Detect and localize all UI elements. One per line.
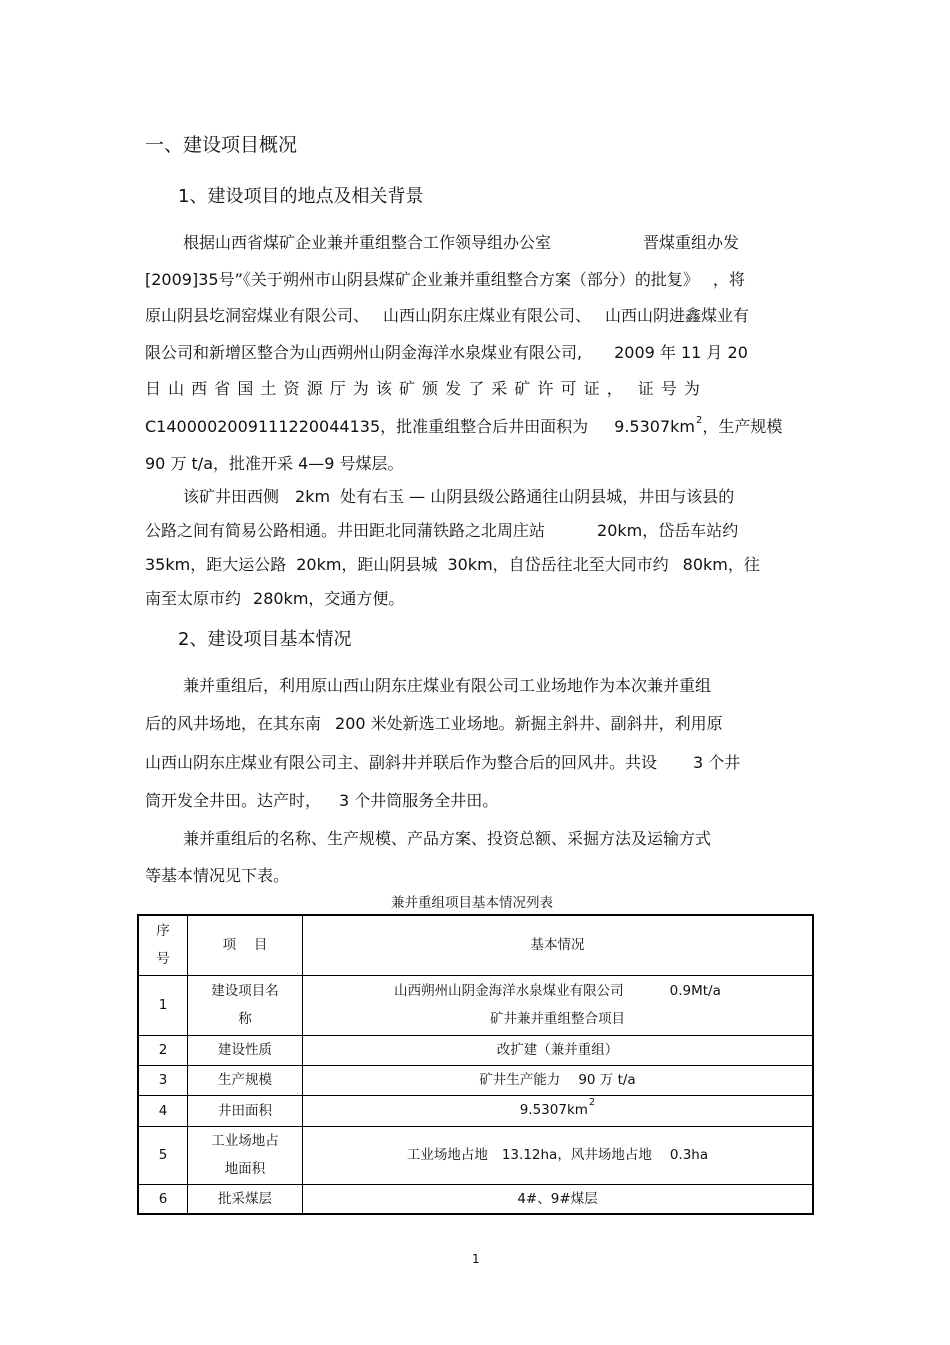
para1-line2: [2009]35号”《关于朔州市山阴县煤矿企业兼并重组整合方案（部分）的批复》 ，将	[145, 270, 745, 289]
row-detail: 山西朔州山阴金海洋水泉煤业有限公司 0.9Mt/a 矿井兼并重组整合项目	[303, 975, 814, 1035]
row-detail: $9.5307km^2$	[303, 1095, 814, 1126]
row-detail: 矿井生产能力 90 万 t/a	[303, 1065, 814, 1095]
row-item: 批采煤层	[188, 1184, 303, 1214]
table-row	[138, 1095, 813, 1126]
para1-line7: 90 万 t/a，批准开采 4—9 号煤层。	[145, 454, 404, 473]
para3-line3: 山西山阴东庄煤业有限公司主、副斜井并联后作为整合后的回风井。共设 3 个井	[145, 753, 741, 772]
header-detail: 基本情况	[303, 915, 814, 975]
para1-line6: C1400002009111220044135，批准重组整合后井田面积为 $9.5307km^2$，生产规模	[145, 415, 783, 436]
table-header-row	[138, 915, 813, 975]
row-item: 建设性质	[188, 1035, 303, 1065]
row-item: 工业场地占 地面积	[188, 1126, 303, 1184]
table-row	[138, 1035, 813, 1065]
row-no: 4	[138, 1095, 188, 1126]
row-item: 生产规模	[188, 1065, 303, 1095]
row-no: 6	[138, 1184, 188, 1214]
para2-line3: 35km，距大运公路 20km，距山阴县城 30km，自岱岳往北至大同市约 80km，往	[145, 555, 760, 574]
row-detail: 工业场地占地 13.12ha，风井场地占地 0.3ha	[303, 1126, 814, 1184]
project-info-table	[137, 914, 814, 1215]
row-no: 2	[138, 1035, 188, 1065]
table-row	[138, 1184, 813, 1214]
table-caption: 兼并重组项目基本情况列表	[391, 895, 553, 911]
para3-line4: 筒开发全井田。达产时， 3 个井筒服务全井田。	[145, 791, 499, 810]
header-item: 项 目	[188, 915, 303, 975]
subsection-heading-1: 1、建设项目的地点及相关背景	[178, 186, 424, 207]
subsection-heading-2: 2、建设项目基本情况	[178, 629, 352, 650]
para3-line2: 后的风井场地，在其东南 200 米处新选工业场地。新掘主斜井、副斜井，利用原	[145, 714, 723, 733]
table-row	[138, 975, 813, 1035]
para1-line1: 根据山西省煤矿企业兼并重组整合工作领导组办公室 晋煤重组办发	[183, 233, 740, 252]
para1-line3: 原山阴县圪洞窑煤业有限公司、 山西山阴东庄煤业有限公司、 山西山阴进鑫煤业有	[145, 306, 750, 325]
para3-line1: 兼并重组后，利用原山西山阴东庄煤业有限公司工业场地作为本次兼并重组	[183, 676, 712, 695]
row-item: 建设项目名 称	[188, 975, 303, 1035]
table-row	[138, 1126, 813, 1184]
para2-line1: 该矿井田西侧 2km 处有右玉 — 山阴县级公路通往山阴县城，井田与该县的	[183, 487, 735, 506]
page-number: 1	[472, 1252, 480, 1266]
header-no: 序 号	[138, 915, 188, 975]
para1-line5: 日 山 西 省 国 土 资 源 厅 为 该 矿 颁 发 了 采 矿 许 可 证 ， 证 号 为	[145, 379, 701, 398]
row-detail: 4#、9#煤层	[303, 1184, 814, 1214]
row-no: 1	[138, 975, 188, 1035]
table-row	[138, 1065, 813, 1095]
para2-line2: 公路之间有简易公路相通。井田距北同蒲铁路之北周庄站 20km，岱岳车站约	[145, 521, 739, 540]
row-no: 3	[138, 1065, 188, 1095]
section-heading: 一、建设项目概况	[145, 134, 298, 156]
para1-line4: 限公司和新增区整合为山西朔州山阴金海洋水泉煤业有限公司, 2009 年 11 月 20	[145, 343, 748, 362]
row-no: 5	[138, 1126, 188, 1184]
para2-line4: 南至太原市约 280km，交通方便。	[145, 589, 405, 608]
para4-line2: 等基本情况见下表。	[145, 866, 290, 885]
row-detail: 改扩建（兼并重组）	[303, 1035, 814, 1065]
para4-line1: 兼并重组后的名称、生产规模、产品方案、投资总额、采掘方法及运输方式	[183, 829, 712, 848]
row-item: 井田面积	[188, 1095, 303, 1126]
